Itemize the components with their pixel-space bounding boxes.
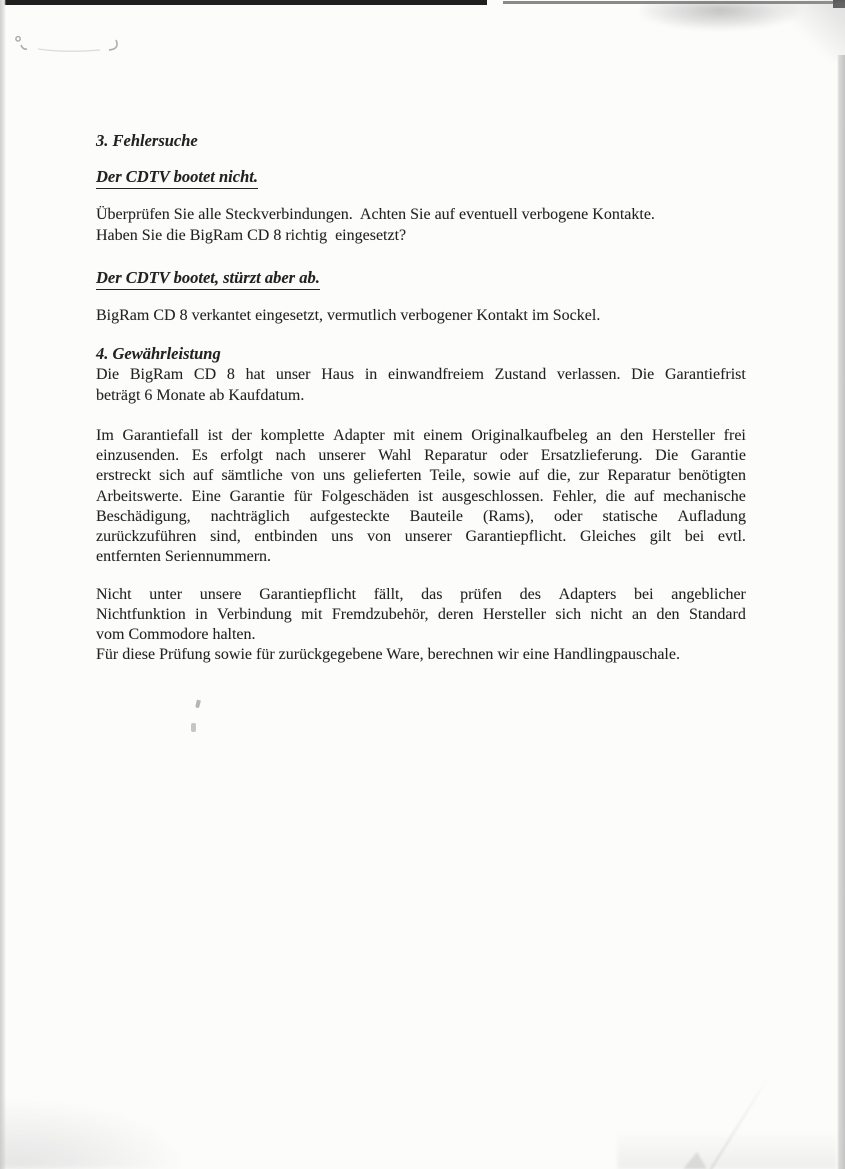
- paragraph-handlingpauschale: [96, 645, 746, 665]
- ink-speck: [195, 700, 201, 709]
- scan-smudge-bottom-right: [617, 1130, 837, 1169]
- ink-speck: [191, 723, 196, 732]
- subheading-cdtv-stuerzt-ab: [96, 268, 746, 288]
- section-heading-gewaehrleistung: 4. Gewährleistung: [96, 344, 221, 363]
- text-line: beträgt 6 Monate ab Kaufdatum.: [96, 386, 305, 404]
- paragraph-garantiefrist: [96, 365, 746, 406]
- paragraph-verkantet: [96, 305, 746, 326]
- text-line: Nicht unter unsere Garantiepflicht fällt, das prüfen des Adapters bei angeblicher: [96, 586, 746, 603]
- handwritten-mark: [12, 34, 138, 60]
- subheading-cdtv-bootet-nicht: [96, 167, 746, 187]
- text-line: erstreckt sich auf sämtliche von uns gelieferten Teile, sowie auf die, zur Reparatur benötigten: [96, 467, 746, 485]
- paper-crease-fold: [683, 1152, 707, 1169]
- text-line: zurückzuführen sind, entbinden uns von unserer Garantiepflicht. Gleiches gilt bei evtl.: [96, 527, 746, 545]
- text-line: Arbeitswerte. Eine Garantie für Folgeschäden ist ausgeschlossen. Fehler, die auf mechanische: [96, 487, 746, 505]
- text-line: Beschädigung, nachträglich aufgesteckte Bauteile (Rams), oder statische Aufladung: [96, 507, 746, 525]
- text-line: entfernten Seriennummern.: [96, 548, 272, 566]
- scan-edge-left: [0, 0, 6, 1169]
- subheading-text: Der CDTV bootet, stürzt aber ab.: [96, 268, 320, 290]
- text-line: vom Commodore halten.: [96, 626, 256, 643]
- text-line: einzusenden. Es erfolgt nach unserer Wahl Reparatur oder Ersatzlieferung. Die Garantie: [96, 447, 746, 465]
- text-line: Haben Sie die BigRam CD 8 richtig eingesetzt?: [96, 227, 407, 244]
- subheading-text: Der CDTV bootet nicht.: [96, 167, 258, 189]
- text-line: Überprüfen Sie alle Steckverbindungen. Achten Sie auf eventuell verbogene Kontakte.: [96, 206, 655, 223]
- text-line: Nichtfunktion in Verbindung mit Fremdzubehör, deren Hersteller sich nicht an den Standard: [96, 606, 746, 623]
- section-heading-fehlersuche: 3. Fehlersuche: [96, 131, 198, 150]
- text-line: Für diese Prüfung sowie für zurückgegebene Ware, berechnen wir eine Handlingpauschale.: [96, 646, 680, 663]
- paragraph-garantiefall: [96, 426, 746, 567]
- text-line: Die BigRam CD 8 hat unser Haus in einwandfreiem Zustand verlassen. Die Garantiefrist: [96, 366, 746, 383]
- text-line: Im Garantiefall ist der komplette Adapter mit einem Originalkaufbeleg an den Hersteller frei: [96, 427, 746, 444]
- paragraph-steckverbindungen: [96, 204, 746, 246]
- text-line: BigRam CD 8 verkantet eingesetzt, vermutlich verbogener Kontakt im Sockel.: [96, 307, 601, 324]
- scan-shadow-top-right: [770, 0, 845, 60]
- scan-smudge-bottom-left: [0, 1098, 190, 1169]
- scan-top-bar-left: [0, 0, 487, 5]
- scan-edge-right: [837, 55, 845, 1169]
- paragraph-nicht-unter-garantiepflicht: [96, 585, 746, 645]
